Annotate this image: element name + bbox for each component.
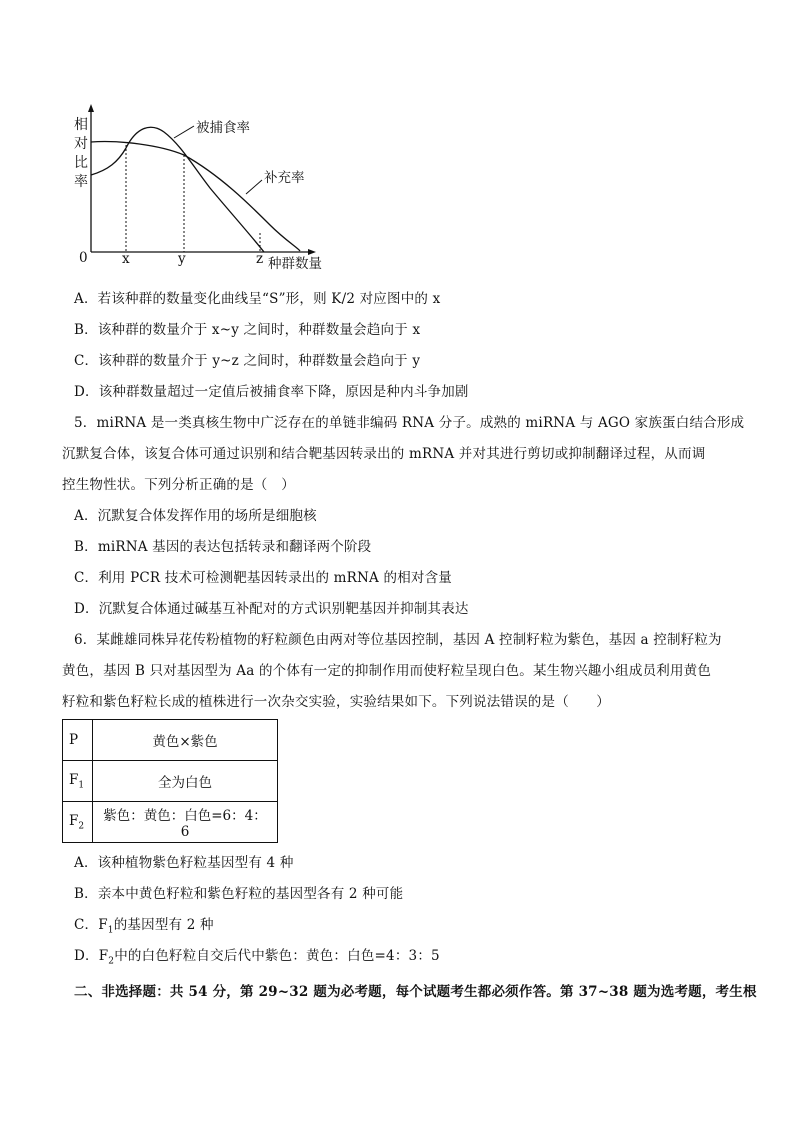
q4-option-c: C．该种群的数量介于 y~z 之间时，种群数量会趋向于 y <box>74 353 421 369</box>
option-text: 中的白色籽粒自交后代中紫色：黄色：白色=4：3：5 <box>114 948 440 964</box>
replenishment-rate-label: 补充率 <box>264 170 305 186</box>
y-axis-label <box>72 116 90 192</box>
cross-result-table <box>62 719 278 843</box>
q6-stem-line-3: 籽粒和紫色籽粒长成的植株进行一次杂交实验，实验结果如下。下列说法错误的是（ ） <box>62 694 610 710</box>
q5-option-c: C．利用 PCR 技术可检测靶基因转录出的 mRNA 的相对含量 <box>74 570 452 586</box>
y-axis-label-char: 相 <box>74 117 88 133</box>
q5-option-b: B．miRNA 基因的表达包括转录和翻译两个阶段 <box>74 539 372 555</box>
generation-label <box>63 761 93 802</box>
predation-leader-line <box>174 126 194 138</box>
x-tick-z: z <box>256 251 264 267</box>
q6-option-d <box>74 947 440 971</box>
option-text: C．F <box>74 917 108 933</box>
origin-label: 0 <box>79 250 88 266</box>
y-axis-label-char: 比 <box>74 155 88 171</box>
replenishment-leader-line <box>246 180 262 194</box>
x-axis-arrow <box>308 249 316 255</box>
f1-result: 全为白色 <box>93 761 278 802</box>
replenishment-rate-curve <box>91 142 300 251</box>
generation-subscript: 1 <box>107 925 114 936</box>
q4-option-b: B．该种群的数量介于 x~y 之间时，种群数量会趋向于 x <box>74 322 421 338</box>
table-row <box>63 802 278 843</box>
x-tick-x: x <box>122 251 130 267</box>
predation-rate-curve <box>91 127 264 252</box>
q5-stem-line-3: 控生物性状。下列分析正确的是（ ） <box>62 477 295 493</box>
option-text: 的基因型有 2 种 <box>113 917 214 933</box>
population-rate-figure <box>60 100 350 280</box>
generation-subscript: 2 <box>108 956 115 967</box>
q6-option-b: B．亲本中黄色籽粒和紫色籽粒的基因型各有 2 种可能 <box>74 886 404 902</box>
f2-result: 紫色：黄色：白色=6：4：6 <box>93 802 278 843</box>
q4-option-a: A．若该种群的数量变化曲线呈“S”形，则 K/2 对应图中的 x <box>74 291 441 307</box>
y-axis-label-char: 对 <box>74 136 88 152</box>
x-axis-label: 种群数量 <box>268 256 322 272</box>
generation-subscript: 2 <box>78 821 85 832</box>
cross-parents: 黄色×紫色 <box>93 720 278 761</box>
q5-option-d: D．沉默复合体通过碱基互补配对的方式识别靶基因并抑制其表达 <box>74 601 469 617</box>
q5-stem-line-2: 沉默复合体，该复合体可通过识别和结合靶基因转录出的 mRNA 并对其进行剪切或抑制翻译过程，从而调 <box>62 446 706 462</box>
predation-rate-label: 被捕食率 <box>196 120 250 136</box>
x-tick-y: y <box>178 251 186 267</box>
q5-option-a: A．沉默复合体发挥作用的场所是细胞核 <box>74 508 317 524</box>
option-text: D．F <box>74 948 109 964</box>
y-axis-arrow <box>88 104 94 112</box>
table-row <box>63 720 278 761</box>
table-row <box>63 761 278 802</box>
generation-subscript: 1 <box>78 780 85 791</box>
generation-label: P <box>63 720 93 761</box>
generation-label <box>63 802 93 843</box>
q6-option-a: A．该种植物紫色籽粒基因型有 4 种 <box>74 855 294 871</box>
y-axis-label-char: 率 <box>74 174 88 190</box>
q6-option-c <box>74 916 214 940</box>
generation-letter: F <box>69 771 79 788</box>
q5-stem-line-1: 5．miRNA 是一类真核生物中广泛存在的单链非编码 RNA 分子。成熟的 miRNA 与 AGO 家族蛋白结合形成 <box>74 415 745 431</box>
q4-option-d: D．该种群数量超过一定值后被捕食率下降，原因是种内斗争加剧 <box>74 384 469 400</box>
q6-stem-line-1: 6．某雌雄同株异花传粉植物的籽粒颜色由两对等位基因控制，基因 A 控制籽粒为紫色，基因 a 控制籽粒为 <box>74 632 722 648</box>
q6-stem-line-2: 黄色，基因 B 只对基因型为 Aa 的个体有一定的抑制作用而使籽粒呈现白色。某生物兴趣小组成员利用黄色 <box>62 663 712 679</box>
generation-letter: F <box>69 812 79 829</box>
section-2-heading: 二、非选择题：共 54 分，第 29~32 题为必考题，每个试题考生都必须作答。第 37~38 题为选考题，考生根 <box>74 984 757 1000</box>
